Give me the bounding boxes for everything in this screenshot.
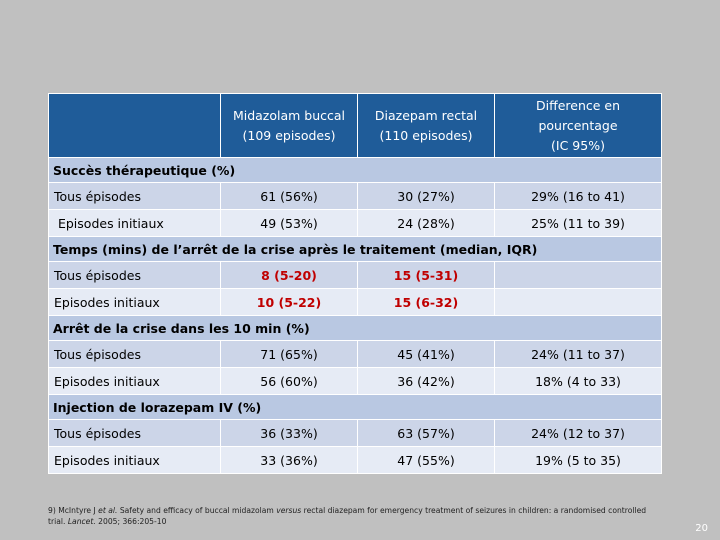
table-row [49, 262, 662, 289]
section-title: Temps (mins) de l’arrêt de la crise après le traitement (median, IQR) [49, 237, 662, 262]
cell-midazolam: 49 (53%) [221, 210, 358, 237]
header-row [49, 94, 662, 158]
header-midazolam: Midazolam buccal (109 episodes) [221, 94, 358, 158]
ref-journal: Lancet. [67, 517, 96, 526]
cell-midazolam: 61 (56%) [221, 183, 358, 210]
ref-prefix: 9) McIntyre J [48, 506, 99, 515]
reference-citation [48, 505, 658, 527]
section-title: Injection de lorazepam IV (%) [49, 395, 662, 420]
cell-midazolam: 56 (60%) [221, 368, 358, 395]
cell-difference: 24% (12 to 37) [495, 420, 662, 447]
row-label: Tous épisodes [49, 341, 221, 368]
cell-diazepam: 63 (57%) [358, 420, 495, 447]
cell-midazolam: 8 (5-20) [221, 262, 358, 289]
section-row [49, 395, 662, 420]
row-label: Tous épisodes [49, 420, 221, 447]
table-row [49, 368, 662, 395]
ref-after: rectal diazepam for emergency treatment of seizures in children: a randomised controlled trial. [48, 506, 647, 526]
row-label: Episodes initiaux [49, 447, 221, 474]
cell-midazolam: 10 (5-22) [221, 289, 358, 316]
ref-versus: versus [276, 506, 302, 515]
cell-diazepam: 47 (55%) [358, 447, 495, 474]
cell-diazepam: 45 (41%) [358, 341, 495, 368]
cell-midazolam: 36 (33%) [221, 420, 358, 447]
row-label: Tous épisodes [49, 262, 221, 289]
table-row [49, 210, 662, 237]
table-row [49, 183, 662, 210]
ref-middle: Safety and efficacy of buccal midazolam [117, 506, 277, 515]
row-label: Episodes initiaux [49, 289, 221, 316]
page-number: 20 [695, 523, 708, 534]
ref-tail: 2005; 366:205-10 [95, 517, 167, 526]
cell-diazepam: 30 (27%) [358, 183, 495, 210]
cell-difference: 29% (16 to 41) [495, 183, 662, 210]
cell-midazolam: 71 (65%) [221, 341, 358, 368]
cell-midazolam: 33 (36%) [221, 447, 358, 474]
section-row [49, 158, 662, 183]
cell-diazepam: 15 (5-31) [358, 262, 495, 289]
row-label: Tous épisodes [49, 183, 221, 210]
section-title: Arrêt de la crise dans les 10 min (%) [49, 316, 662, 341]
ref-etal: et al. [98, 506, 118, 515]
cell-difference [495, 262, 662, 289]
cell-difference: 25% (11 to 39) [495, 210, 662, 237]
cell-difference [495, 289, 662, 316]
row-label: Episodes initiaux [49, 368, 221, 395]
cell-diazepam: 36 (42%) [358, 368, 495, 395]
cell-difference: 19% (5 to 35) [495, 447, 662, 474]
header-difference: Difference en pourcentage (IC 95%) [495, 94, 662, 158]
table-row [49, 447, 662, 474]
section-title: Succès thérapeutique (%) [49, 158, 662, 183]
data-table [48, 93, 662, 474]
cell-difference: 18% (4 to 33) [495, 368, 662, 395]
table-row [49, 420, 662, 447]
section-row [49, 237, 662, 262]
table-row [49, 289, 662, 316]
cell-diazepam: 15 (6-32) [358, 289, 495, 316]
section-row [49, 316, 662, 341]
cell-diazepam: 24 (28%) [358, 210, 495, 237]
cell-difference: 24% (11 to 37) [495, 341, 662, 368]
header-diazepam: Diazepam rectal (110 episodes) [358, 94, 495, 158]
row-label: Episodes initiaux [49, 210, 221, 237]
table-row [49, 341, 662, 368]
header-empty-cell [49, 94, 221, 158]
